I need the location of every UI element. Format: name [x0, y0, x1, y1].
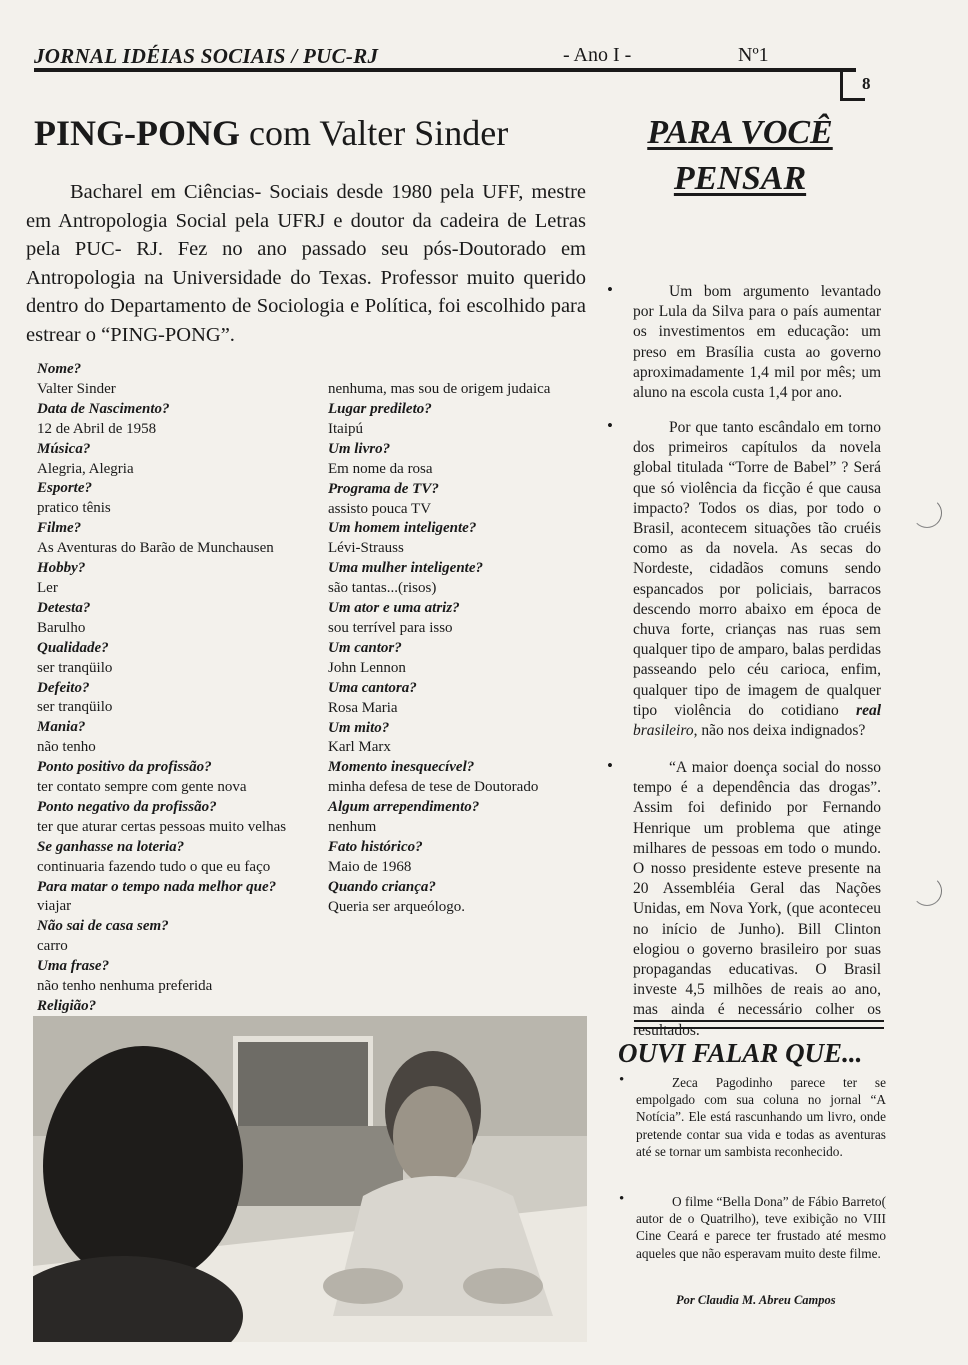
qa-answer: viajar	[37, 898, 72, 915]
qa-answer: nenhum	[328, 819, 377, 836]
qa-answer: ter contato sempre com gente nova	[37, 779, 247, 796]
article-intro	[26, 178, 586, 349]
interview-photo	[33, 1016, 587, 1342]
qa-answer: ter que aturar certas pessoas muito velhas	[37, 818, 287, 835]
qa-answer: Ler	[37, 579, 58, 596]
section-title-ouvi-falar: OUVI FALAR QUE...	[618, 1038, 863, 1068]
qa-question: Ponto positivo da profissão?	[37, 759, 212, 776]
qa-question: Uma frase?	[37, 958, 110, 975]
qa-answer: não tenho	[37, 739, 96, 756]
qa-question: Fato histórico?	[328, 838, 423, 855]
section-divider	[634, 1020, 884, 1029]
item-text: Por que tanto escândalo em torno dos primeiros capítulos da novela global titulada “Torre de Babel” ? Será que só violência da ficção é que causa impacto? Todos os dias, por todo o Brasil, acontecem situações tão cruéis como as da novela. As secas do Nordeste, cidadãos comuns sendo espancados por policiais, barracos descendo morro abaixo em época de chuva forte, crianças nas ruas sem qualquer tipo de amparo, balas perdidas passeando pelo céu carioca, enfim, qualquer tipo de imagem de qualquer tipo violência do cotidiano	[633, 419, 881, 719]
item-emphasis-brasileiro: brasileiro	[633, 722, 694, 740]
qa-question: Música?	[37, 440, 91, 457]
qa-question: Defeito?	[37, 679, 90, 696]
item-text-end: , não nos deixa indignados?	[693, 722, 866, 740]
qa-question: Um cantor?	[328, 639, 402, 656]
qa-question: Uma mulher inteligente?	[328, 560, 484, 577]
qa-question: Uma cantora?	[328, 679, 417, 696]
qa-answer: As Aventuras do Barão de Munchausen	[37, 540, 274, 557]
article-intro-text: Bacharel em Ciências- Sociais desde 1980 pela UFF, mestre em Antropologia Social pela UFRJ e doutor da cadeira de Letras pela PUC- RJ. Fez no ano passado seu pós-Doutorado em Antropologia na Universidade do Texas. Professor muito querido dentro do Departamento de Sociologia e Política, foi escolhido para estrear o “PING-PONG”.	[26, 181, 586, 346]
section-title-line2: PENSAR	[673, 160, 807, 197]
hole-punch	[912, 876, 942, 906]
qa-question: Algum arrependimento?	[328, 799, 480, 816]
qa-question: Data de Nascimento?	[37, 400, 170, 417]
qa-right-list	[328, 400, 618, 918]
list-item	[633, 758, 881, 1041]
issue-year: - Ano I -	[563, 44, 632, 66]
qa-question: Um homem inteligente?	[328, 520, 477, 537]
qa-question: Filme?	[37, 520, 82, 537]
qa-question: Para matar o tempo nada melhor que?	[37, 878, 277, 895]
qa-question: Religião?	[37, 998, 97, 1014]
item-text: Um bom argumento levantado por Lula da Silva para o país aumentar os investimentos em educação: um preso em Brasília custa ao governo aproximadamente 1,4 mil por mês; um aluno na escola custa 1,4 por ano.	[633, 283, 881, 402]
list-item	[636, 1074, 886, 1160]
qa-answer: Valter Sinder	[37, 380, 116, 397]
qa-question: Não sai de casa sem?	[37, 918, 169, 935]
qa-answer: Itaipú	[328, 420, 363, 437]
qa-answer: Lévi-Strauss	[328, 540, 404, 557]
qa-answer: minha defesa de tese de Doutorado	[328, 779, 539, 796]
qa-question: Um livro?	[328, 440, 391, 457]
qa-answer: sou terrível para isso	[328, 619, 453, 636]
qa-answer: Maio de 1968	[328, 858, 412, 875]
list-item	[636, 1193, 886, 1262]
item-text: O filme “Bella Dona” de Fábio Barreto( autor de o Quatrilho), teve exibição no VIII Cine Ceará e parece ter frustado até mesmo aqueles que não esperavam muito deste filme.	[636, 1194, 886, 1261]
qa-answer: Rosa Maria	[328, 699, 398, 716]
issue-number: Nº1	[738, 44, 769, 66]
qa-question: Hobby?	[37, 560, 86, 577]
qa-answer: não tenho nenhuma preferida	[37, 978, 213, 995]
list-item	[633, 418, 881, 741]
qa-question: Um mito?	[328, 719, 390, 736]
qa-answer: 12 de Abril de 1958	[37, 420, 157, 437]
hole-punch	[912, 498, 942, 528]
qa-answer: pratico tênis	[37, 500, 111, 517]
byline: Por Claudia M. Abreu Campos	[676, 1293, 836, 1307]
qa-answer: Karl Marx	[328, 739, 391, 756]
qa-answer: John Lennon	[328, 659, 406, 676]
qa-question: Um ator e uma atriz?	[328, 600, 460, 617]
qa-question: Mania?	[37, 719, 86, 736]
item-text: “A maior doença social do nosso tempo é a dependência das drogas”. Assim foi definido por Fernando Henrique um problema que atinge milhares de pessoas em todo o mundo. O nosso presidente esteve presente na 20 Assembléia Geral das Nações Unidas, em Nova York, (que aconteceu no início de Junho). Bill Clinton elogiou o governo brasileiro por suas propagandas educativas. O Brasil investe 4,5 milhões de reais ao ano, mas ainda é necessário colher os resultados.	[633, 759, 881, 1039]
article-title-bold: PING-PONG	[34, 113, 240, 153]
qa-left-column	[37, 360, 327, 1017]
journal-title: JORNAL IDÉIAS SOCIAIS / PUC-RJ	[34, 44, 379, 68]
qa-question: Detesta?	[37, 599, 91, 616]
header-rule	[34, 68, 856, 72]
qa-answer: Barulho	[37, 619, 86, 636]
article-title-rest: com Valter Sinder	[239, 113, 509, 153]
qa-right-lead: nenhuma, mas sou de origem judaica	[328, 381, 551, 397]
qa-question: Quando criança?	[328, 878, 436, 895]
qa-answer: ser tranqüilo	[37, 699, 113, 716]
qa-answer: ser tranqüilo	[37, 659, 113, 676]
qa-answer: são tantas...(risos)	[328, 580, 437, 597]
qa-question: Se ganhasse na loteria?	[37, 838, 185, 855]
section-title-para-voce-pensar	[610, 110, 870, 202]
qa-question: Programa de TV?	[328, 480, 439, 497]
qa-question: Qualidade?	[37, 639, 109, 656]
qa-answer: carro	[37, 938, 68, 955]
item-emphasis-real: real	[856, 701, 881, 719]
qa-question: Momento inesquecível?	[328, 759, 475, 776]
qa-question: Lugar predileto?	[328, 401, 432, 417]
list-item	[633, 282, 881, 403]
qa-answer: Queria ser arqueólogo.	[328, 898, 466, 915]
qa-question: Esporte?	[37, 480, 93, 497]
qa-answer: continuaria fazendo tudo o que eu faço	[37, 858, 271, 875]
qa-answer: Em nome da rosa	[328, 460, 433, 477]
qa-question: Ponto negativo da profissão?	[37, 798, 217, 815]
article-title	[34, 112, 508, 154]
item-text: Zeca Pagodinho parece ter se empolgado com sua coluna no jornal “A Notícia”. Ele está rascunhando um livro, onde pretende contar sua vida e todas as aventuras até se tornar um sambista reconhecido.	[636, 1075, 886, 1159]
qa-answer: Alegria, Alegria	[37, 460, 134, 477]
section-title-line1: PARA VOCÊ	[647, 114, 833, 151]
qa-question: Nome?	[37, 361, 82, 377]
page-number: 8	[862, 74, 871, 93]
qa-answer: assisto pouca TV	[328, 500, 432, 517]
